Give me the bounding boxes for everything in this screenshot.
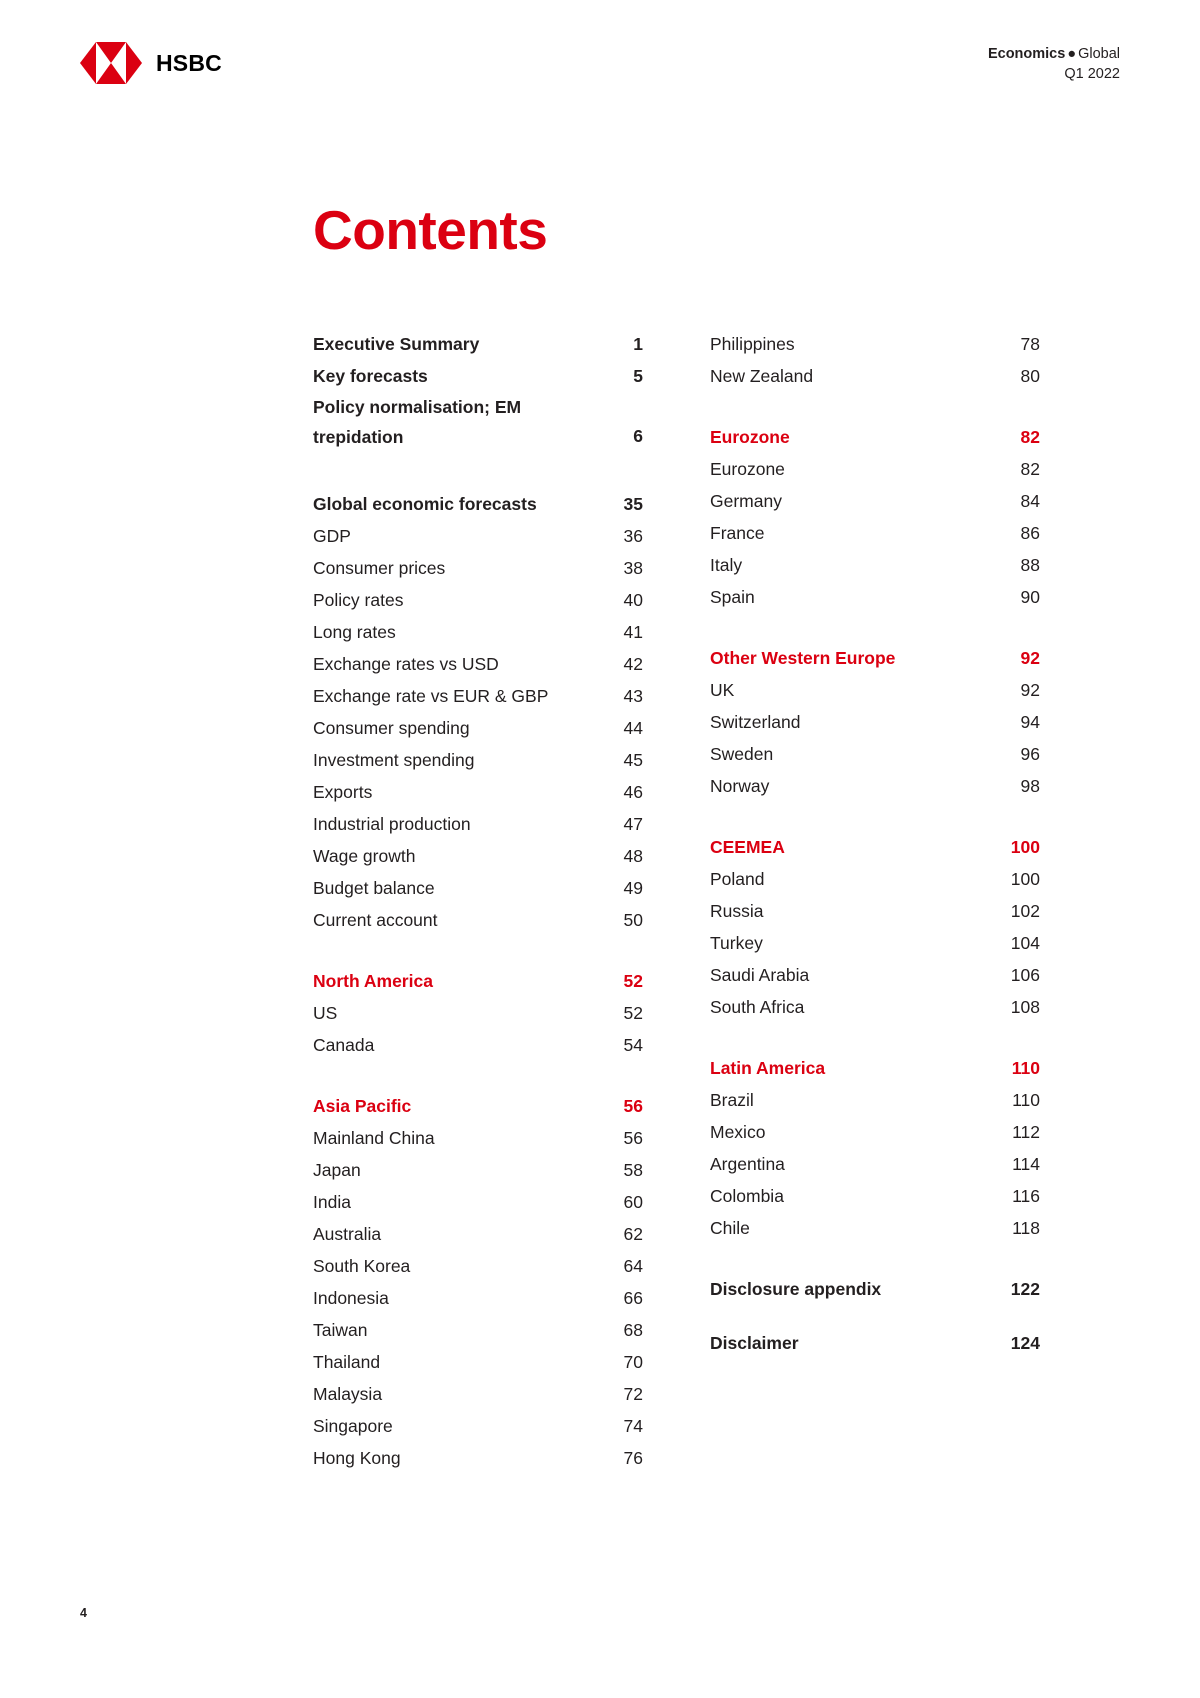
toc-section-eurozone[interactable]: [710, 421, 1040, 453]
toc-entry-policy-normalisation[interactable]: [313, 392, 643, 452]
toc-page-number: 42: [623, 654, 643, 674]
toc-entry-india[interactable]: [313, 1186, 643, 1218]
toc-entry-norway[interactable]: [710, 770, 1040, 802]
toc-entry-spain[interactable]: [710, 581, 1040, 613]
toc-label: Japan: [313, 1160, 361, 1180]
toc-page-number: 110: [1011, 1058, 1040, 1078]
hsbc-logo: [80, 42, 222, 84]
toc-page-number: 36: [623, 526, 643, 546]
toc-page-number: 104: [1010, 933, 1040, 953]
toc-page-number: 50: [623, 910, 643, 930]
toc-page-number: 62: [623, 1224, 643, 1244]
toc-page-number: 52: [623, 1003, 643, 1023]
toc-entry-turkey[interactable]: [710, 927, 1040, 959]
toc-label: Germany: [710, 491, 782, 511]
toc-label: Policy normalisation; EM trepidation: [313, 397, 522, 447]
toc-entry-consumer-spending[interactable]: [313, 712, 643, 744]
toc-entry-consumer-prices[interactable]: [313, 552, 643, 584]
toc-page-number: 88: [1020, 555, 1040, 575]
toc-entry-japan[interactable]: [313, 1154, 643, 1186]
toc-page-number: 82: [1020, 427, 1040, 447]
toc-entry-investment-spending[interactable]: [313, 744, 643, 776]
toc-label: Asia Pacific: [313, 1096, 412, 1116]
toc-label: Exchange rate vs EUR & GBP: [313, 686, 549, 706]
toc-page-number: 44: [623, 718, 643, 738]
toc-page-number: 46: [623, 782, 643, 802]
toc-label: Exports: [313, 782, 373, 802]
toc-entry-saudi-arabia[interactable]: [710, 959, 1040, 991]
toc-entry-disclosure-appendix[interactable]: [710, 1273, 1040, 1305]
toc-label: Latin America: [710, 1058, 826, 1078]
toc-page-number: 41: [623, 622, 643, 642]
toc-entry-exports[interactable]: [313, 776, 643, 808]
toc-entry-mexico[interactable]: [710, 1116, 1040, 1148]
toc-page-number: 92: [1020, 680, 1040, 700]
toc-label: Thailand: [313, 1352, 381, 1372]
header-region: Global: [1078, 46, 1120, 62]
toc-entry-germany[interactable]: [710, 485, 1040, 517]
toc-label: Taiwan: [313, 1320, 368, 1340]
toc-entry-new-zealand[interactable]: [710, 360, 1040, 392]
toc-entry-brazil[interactable]: [710, 1084, 1040, 1116]
toc-page-number: 114: [1012, 1154, 1040, 1174]
toc-label: Long rates: [313, 622, 396, 642]
toc-entry-exchange-rate-vs-eur-gbp[interactable]: [313, 680, 643, 712]
toc-page-number: 54: [623, 1035, 643, 1055]
toc-page-number: 86: [1020, 523, 1040, 543]
toc-label: UK: [710, 680, 735, 700]
toc-entry-malaysia[interactable]: [313, 1378, 643, 1410]
toc-entry-france[interactable]: [710, 517, 1040, 549]
footer-page-number: 4: [80, 1606, 87, 1620]
toc-label: Philippines: [710, 334, 795, 354]
toc-label: Italy: [710, 555, 743, 575]
toc-entry-south-africa[interactable]: [710, 991, 1040, 1023]
table-of-contents: [313, 328, 1123, 1474]
toc-page-number: 80: [1020, 366, 1040, 386]
toc-page-number: 82: [1020, 459, 1040, 479]
toc-label: Eurozone: [710, 427, 790, 447]
toc-entry-colombia[interactable]: [710, 1180, 1040, 1212]
toc-page-number: 100: [1010, 837, 1040, 857]
toc-page-number: 38: [623, 558, 643, 578]
toc-label: Budget balance: [313, 878, 435, 898]
spacer: [710, 1023, 1040, 1052]
toc-label: Global economic forecasts: [313, 494, 537, 514]
toc-page-number: 78: [1020, 334, 1040, 354]
spacer: [710, 613, 1040, 642]
toc-label: North America: [313, 971, 433, 991]
header-bullet-icon: ●: [1067, 46, 1077, 62]
toc-page-number: 45: [623, 750, 643, 770]
toc-label: Investment spending: [313, 750, 475, 770]
toc-entry-gdp[interactable]: [313, 520, 643, 552]
toc-page-number: 92: [1020, 648, 1040, 668]
toc-page-number: 124: [1010, 1333, 1040, 1353]
toc-label: Indonesia: [313, 1288, 389, 1308]
toc-label: Turkey: [710, 933, 763, 953]
toc-page-number: 52: [623, 971, 643, 991]
toc-entry-canada[interactable]: [313, 1029, 643, 1061]
toc-page-number: 72: [623, 1384, 643, 1404]
toc-entry-uk[interactable]: [710, 674, 1040, 706]
toc-label: Argentina: [710, 1154, 785, 1174]
toc-label: Sweden: [710, 744, 774, 764]
toc-page-number: 35: [623, 494, 643, 514]
toc-entry-executive-summary[interactable]: [313, 328, 643, 360]
page-title: Contents: [313, 199, 548, 261]
toc-label: GDP: [313, 526, 351, 546]
toc-label: South Korea: [313, 1256, 411, 1276]
toc-entry-indonesia[interactable]: [313, 1282, 643, 1314]
toc-entry-budget-balance[interactable]: [313, 872, 643, 904]
toc-label: Canada: [313, 1035, 375, 1055]
toc-entry-policy-rates[interactable]: [313, 584, 643, 616]
toc-entry-wage-growth[interactable]: [313, 840, 643, 872]
toc-page-number: 110: [1012, 1090, 1040, 1110]
spacer: [710, 802, 1040, 831]
toc-entry-argentina[interactable]: [710, 1148, 1040, 1180]
toc-entry-disclaimer[interactable]: [710, 1327, 1040, 1359]
toc-label: Malaysia: [313, 1384, 383, 1404]
toc-label: Industrial production: [313, 814, 471, 834]
toc-page-number: 1: [633, 334, 643, 354]
toc-page-number: 74: [623, 1416, 643, 1436]
toc-page-number: 56: [623, 1096, 643, 1116]
toc-label: Mexico: [710, 1122, 766, 1142]
toc-entry-italy[interactable]: [710, 549, 1040, 581]
header-meta-line1: [988, 44, 1120, 64]
toc-label: US: [313, 1003, 338, 1023]
toc-label: Norway: [710, 776, 770, 796]
header-publication: Economics: [987, 46, 1066, 62]
hsbc-wordmark: HSBC: [156, 49, 222, 76]
toc-page-number: 118: [1012, 1218, 1040, 1238]
toc-page-number: 56: [623, 1128, 643, 1148]
toc-page-number: 6: [633, 426, 643, 446]
toc-page-number: 43: [623, 686, 643, 706]
toc-label: Mainland China: [313, 1128, 435, 1148]
toc-entry-thailand[interactable]: [313, 1346, 643, 1378]
toc-entry-mainland-china[interactable]: [313, 1122, 643, 1154]
toc-page-number: 96: [1020, 744, 1040, 764]
toc-entry-exchange-rates-vs-usd[interactable]: [313, 648, 643, 680]
toc-label: South Africa: [710, 997, 805, 1017]
toc-page-number: 68: [623, 1320, 643, 1340]
toc-label: Current account: [313, 910, 438, 930]
toc-page-number: 40: [623, 590, 643, 610]
toc-entry-south-korea[interactable]: [313, 1250, 643, 1282]
toc-label: Exchange rates vs USD: [313, 654, 499, 674]
toc-label: Poland: [710, 869, 765, 889]
toc-page-number: 76: [623, 1448, 643, 1468]
toc-label: Disclaimer: [710, 1333, 799, 1353]
toc-section-latin-america[interactable]: [710, 1052, 1040, 1084]
toc-page-number: 90: [1020, 587, 1040, 607]
toc-label: CEEMEA: [710, 837, 785, 857]
toc-entry-long-rates[interactable]: [313, 616, 643, 648]
toc-entry-sweden[interactable]: [710, 738, 1040, 770]
toc-entry-global-economic-forecasts[interactable]: [313, 488, 643, 520]
toc-page-number: 5: [633, 366, 643, 386]
toc-label: Australia: [313, 1224, 382, 1244]
toc-label: Saudi Arabia: [710, 965, 810, 985]
toc-entry-us[interactable]: [313, 997, 643, 1029]
toc-label: New Zealand: [710, 366, 814, 386]
toc-page-number: 49: [623, 878, 643, 898]
toc-section-north-america[interactable]: [313, 965, 643, 997]
toc-label: Chile: [710, 1218, 750, 1238]
toc-entry-australia[interactable]: [313, 1218, 643, 1250]
spacer: [313, 1061, 643, 1090]
toc-section-ceemea[interactable]: [710, 831, 1040, 863]
toc-label: Disclosure appendix: [710, 1279, 882, 1299]
spacer: [710, 392, 1040, 421]
spacer: [313, 452, 643, 488]
toc-label: Russia: [710, 901, 764, 921]
toc-label: Other Western Europe: [710, 648, 896, 668]
toc-label: Policy rates: [313, 590, 404, 610]
spacer: [313, 936, 643, 965]
toc-label: Brazil: [710, 1090, 754, 1110]
spacer: [710, 1305, 1040, 1327]
toc-label: Wage growth: [313, 846, 416, 866]
toc-entry-poland[interactable]: [710, 863, 1040, 895]
toc-page-number: 122: [1010, 1279, 1040, 1299]
hsbc-hexagon-icon: [80, 42, 142, 84]
toc-entry-industrial-production[interactable]: [313, 808, 643, 840]
toc-label: Spain: [710, 587, 755, 607]
toc-page-number: 100: [1010, 869, 1040, 889]
header-meta: [988, 44, 1120, 84]
toc-page-number: 66: [623, 1288, 643, 1308]
toc-label: Hong Kong: [313, 1448, 401, 1468]
toc-label: Colombia: [710, 1186, 784, 1206]
toc-column-left: [313, 328, 643, 1474]
toc-entry-philippines[interactable]: [710, 328, 1040, 360]
toc-page-number: 106: [1010, 965, 1040, 985]
toc-page-number: 108: [1010, 997, 1040, 1017]
toc-label: Consumer prices: [313, 558, 446, 578]
toc-page-number: 112: [1012, 1122, 1040, 1142]
toc-page-number: 47: [623, 814, 643, 834]
header-period: Q1 2022: [1064, 66, 1120, 82]
toc-label: India: [313, 1192, 351, 1212]
toc-label: Executive Summary: [313, 334, 480, 354]
toc-label: Switzerland: [710, 712, 801, 732]
toc-entry-russia[interactable]: [710, 895, 1040, 927]
toc-section-asia-pacific[interactable]: [313, 1090, 643, 1122]
spacer: [710, 1244, 1040, 1273]
toc-entry-eurozone[interactable]: [710, 453, 1040, 485]
toc-section-other-western-europe[interactable]: [710, 642, 1040, 674]
toc-entry-chile[interactable]: [710, 1212, 1040, 1244]
page-header: [80, 42, 1120, 98]
toc-entry-switzerland[interactable]: [710, 706, 1040, 738]
toc-page-number: 94: [1020, 712, 1040, 732]
toc-entry-key-forecasts[interactable]: [313, 360, 643, 392]
toc-page-number: 116: [1012, 1186, 1040, 1206]
toc-label: Consumer spending: [313, 718, 470, 738]
toc-page-number: 60: [623, 1192, 643, 1212]
toc-entry-hong-kong[interactable]: [313, 1442, 643, 1474]
toc-entry-current-account[interactable]: [313, 904, 643, 936]
toc-column-right: [710, 328, 1040, 1474]
toc-page-number: 84: [1020, 491, 1040, 511]
toc-page-number: 48: [623, 846, 643, 866]
toc-label: Singapore: [313, 1416, 393, 1436]
toc-label: Eurozone: [710, 459, 785, 479]
toc-page-number: 58: [623, 1160, 643, 1180]
toc-page-number: 98: [1020, 776, 1040, 796]
toc-label: Key forecasts: [313, 366, 428, 386]
toc-entry-taiwan[interactable]: [313, 1314, 643, 1346]
toc-label: France: [710, 523, 765, 543]
toc-page-number: 70: [623, 1352, 643, 1372]
toc-entry-singapore[interactable]: [313, 1410, 643, 1442]
toc-page-number: 102: [1010, 901, 1040, 921]
toc-page-number: 64: [623, 1256, 643, 1276]
